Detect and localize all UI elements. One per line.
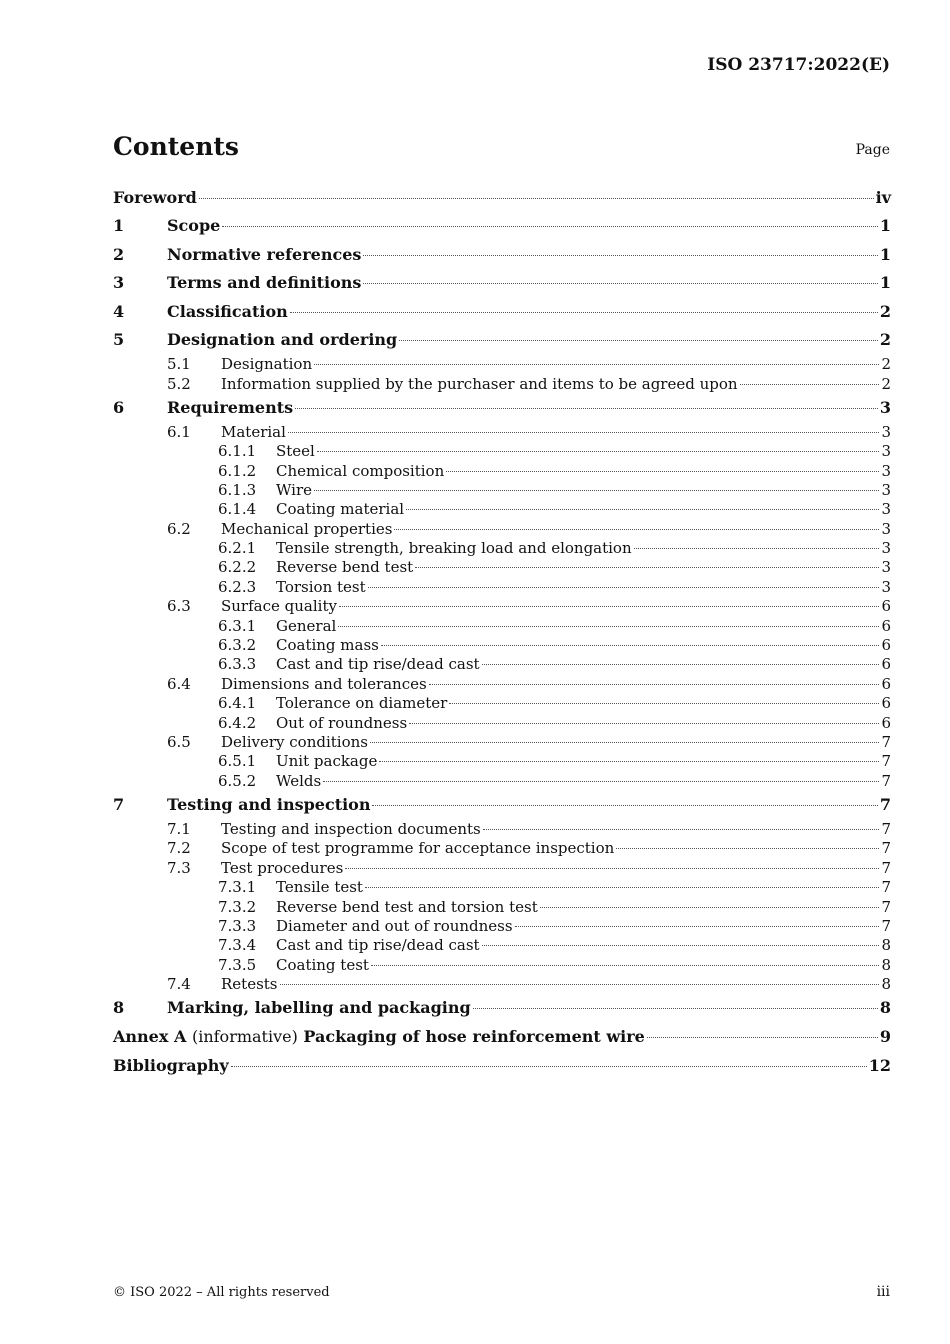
dot-leader <box>290 312 878 313</box>
toc-entry-number: 5.1 <box>167 355 191 374</box>
toc-entry-page: 6 <box>881 694 891 713</box>
dot-leader <box>231 1066 867 1067</box>
toc-entry-label: Information supplied by the purchaser and items to be agreed upon <box>221 374 738 393</box>
toc-entry-number: 6.4 <box>167 674 191 693</box>
toc-entry-number: 6.3.3 <box>218 655 257 674</box>
toc-entry[interactable] <box>113 394 891 423</box>
toc-entry-label: Unit package <box>276 752 378 771</box>
toc-entry[interactable] <box>113 298 891 327</box>
toc-entry[interactable] <box>113 859 891 878</box>
toc-entry-page: 7 <box>881 771 891 790</box>
toc-entry[interactable] <box>113 636 891 655</box>
toc-entry-label: Coating material <box>276 500 405 519</box>
toc-entry[interactable] <box>113 481 891 500</box>
toc-entry-page: 6 <box>881 674 891 693</box>
toc-entry-page: 7 <box>881 878 891 897</box>
toc-entry-page: 1 <box>879 273 891 293</box>
toc-entry-page: 3 <box>881 442 891 461</box>
dot-leader <box>399 340 878 341</box>
toc-entry-page: 6 <box>881 597 891 616</box>
dot-leader <box>482 664 880 665</box>
toc-entry-page: 3 <box>881 461 891 480</box>
toc-entry-label: Scope <box>167 216 221 235</box>
toc-entry[interactable] <box>113 375 891 394</box>
toc-entry-page: 6 <box>881 636 891 655</box>
toc-entry[interactable] <box>113 791 891 820</box>
toc-entry[interactable] <box>113 326 891 355</box>
toc-entry-page: 3 <box>881 577 891 596</box>
toc-entry-number: 5.2 <box>167 374 191 393</box>
dot-leader <box>280 984 880 985</box>
toc-entry[interactable] <box>113 558 891 577</box>
dot-leader <box>365 887 880 888</box>
dot-leader <box>740 384 880 385</box>
toc-entry-number: 6.3.1 <box>218 616 257 635</box>
toc-entry-label: Tolerance on diameter <box>276 694 448 713</box>
toc-entry-label: Test procedures <box>221 858 344 877</box>
annex-label: Annex A <box>113 1027 187 1047</box>
toc-entry-label: General <box>276 616 337 635</box>
toc-entry-number: 6.3.2 <box>218 636 257 655</box>
toc-entry-number: 7.3.2 <box>218 897 257 916</box>
toc-entry-number: 7.4 <box>167 975 191 994</box>
dot-leader <box>540 907 880 908</box>
annex-title: Packaging of hose reinforcement wire <box>303 1027 645 1047</box>
toc-entry[interactable] <box>113 269 891 298</box>
dot-leader <box>314 364 879 365</box>
dot-leader <box>381 645 880 646</box>
toc-entry-number: 6.3 <box>167 597 191 616</box>
dot-leader <box>368 587 880 588</box>
toc-entry[interactable] <box>113 898 891 917</box>
toc-entry[interactable] <box>113 772 891 791</box>
toc-entry[interactable] <box>113 241 891 270</box>
toc-entry-page: 8 <box>881 975 891 994</box>
toc-entry-number: 7.1 <box>167 819 191 838</box>
toc-entry[interactable] <box>113 975 891 994</box>
toc-entry-number: 6.2.1 <box>218 539 257 558</box>
dot-leader <box>371 965 880 966</box>
toc-entry[interactable] <box>113 442 891 461</box>
toc-entry[interactable] <box>113 917 891 936</box>
toc-entry-number: 6.1.4 <box>218 500 257 519</box>
toc-entry-number: 6.4.1 <box>218 694 257 713</box>
dot-leader <box>339 606 880 607</box>
toc-entry-page: 8 <box>881 955 891 974</box>
toc-entry-page: 3 <box>881 422 891 441</box>
toc-entry-number: 3 <box>113 273 125 293</box>
toc-entry-number: 7.2 <box>167 839 191 858</box>
toc-entry-label: Surface quality <box>221 597 337 616</box>
toc-entry-page: 3 <box>881 500 891 519</box>
toc-entry-page: 8 <box>881 936 891 955</box>
toc-entry-label: Designation <box>221 355 313 374</box>
toc-entry[interactable] <box>113 733 891 752</box>
toc-entry[interactable] <box>113 714 891 733</box>
toc-entry[interactable] <box>113 184 891 212</box>
toc-entry-label: Classification <box>167 301 288 321</box>
toc-entry-label: Torsion test <box>276 577 366 596</box>
toc-entry-label: Retests <box>221 975 278 994</box>
toc-entry-label: Requirements <box>167 397 294 417</box>
annex-note: (informative) <box>191 1027 298 1047</box>
toc-entry[interactable] <box>113 617 891 636</box>
dot-leader <box>473 1008 878 1009</box>
toc-entry-number: 6.2 <box>167 519 191 538</box>
toc-entry-label: Cast and tip rise/dead cast <box>276 936 480 955</box>
toc-entry-page: 6 <box>881 655 891 674</box>
dot-leader <box>317 451 880 452</box>
toc-entry-label: Delivery conditions <box>221 733 368 751</box>
toc-entry-label: Terms and definitions <box>167 273 362 293</box>
dot-leader <box>515 926 880 927</box>
toc-entry-page: 2 <box>879 301 891 321</box>
toc-entry-label: Out of roundness <box>276 713 408 732</box>
copyright-notice: © ISO 2022 – All rights reserved <box>113 1285 330 1300</box>
toc-entry-number: 6.5.2 <box>218 771 257 790</box>
toc-entry-number: 1 <box>113 216 125 235</box>
toc-entry-number: 6.1.1 <box>218 442 257 461</box>
toc-entry-page: 7 <box>881 819 891 838</box>
toc-entry-label: Cast and tip rise/dead cast <box>276 655 480 674</box>
dot-leader <box>372 805 877 806</box>
toc-entry-number: 5 <box>113 330 125 350</box>
toc-entry-label: Testing and inspection documents <box>221 819 481 838</box>
toc-entry-label: Marking, labelling and packaging <box>167 998 471 1018</box>
toc-entry-page: 12 <box>868 1055 891 1075</box>
toc-entry-page: 7 <box>881 897 891 916</box>
toc-entry[interactable] <box>113 462 891 481</box>
page-title: Contents <box>113 132 240 161</box>
dot-leader <box>446 471 879 472</box>
toc-entry-label: Designation and ordering <box>167 330 398 350</box>
toc-entry[interactable] <box>113 1052 891 1081</box>
toc-entry-page: 7 <box>881 858 891 877</box>
toc-entry-label: Coating mass <box>276 636 379 655</box>
dot-leader <box>314 490 879 491</box>
dot-leader <box>379 761 879 762</box>
toc-entry-number: 7.3.3 <box>218 916 257 935</box>
toc-entry[interactable] <box>113 597 891 616</box>
toc-entry-page: 7 <box>881 733 891 751</box>
toc-entry-label: Normative references <box>167 244 362 264</box>
toc-entry[interactable] <box>113 675 891 694</box>
toc-entry-page: 3 <box>881 519 891 538</box>
toc-entry[interactable] <box>113 839 891 858</box>
toc-entry[interactable] <box>113 994 891 1023</box>
toc-entry[interactable] <box>113 655 891 674</box>
toc-entry[interactable] <box>113 520 891 539</box>
dot-leader <box>616 848 879 849</box>
dot-leader <box>295 408 878 409</box>
toc-entry-label: Reverse bend test and torsion test <box>276 897 538 916</box>
dot-leader <box>647 1037 878 1038</box>
toc-entry-label: Tensile strength, breaking load and elongation <box>276 539 632 558</box>
toc-entry[interactable] <box>113 936 891 955</box>
toc-entry-number: 7.3.1 <box>218 878 257 897</box>
toc-entry-label: Tensile test <box>276 878 363 897</box>
toc-entry-page: 9 <box>879 1027 891 1047</box>
toc-entry[interactable] <box>113 539 891 558</box>
dot-leader <box>323 781 879 782</box>
toc-entry-label: Material <box>221 422 286 441</box>
toc-entry-number: 2 <box>113 244 125 264</box>
toc-entry[interactable] <box>113 423 891 442</box>
dot-leader <box>482 945 880 946</box>
toc-entry-page: 2 <box>881 355 891 374</box>
toc-entry-page: 2 <box>881 374 891 393</box>
toc-entry-number: 6.4.2 <box>218 713 257 732</box>
toc-entry-label <box>113 1023 645 1052</box>
toc-entry-number: 6.5.1 <box>218 752 257 771</box>
toc-entry-page: 6 <box>881 616 891 635</box>
toc-entry-label: Dimensions and tolerances <box>221 674 427 693</box>
toc-entry-number: 6.1.3 <box>218 480 257 499</box>
toc-entry[interactable] <box>113 820 891 839</box>
toc-entry-page: 7 <box>881 916 891 935</box>
toc-entry-page: 3 <box>881 558 891 577</box>
toc-entry-label: Bibliography <box>113 1055 229 1075</box>
toc-entry-label: Testing and inspection <box>167 795 371 815</box>
toc-entry[interactable] <box>113 694 891 713</box>
toc-entry-number: 7 <box>113 795 125 815</box>
dot-leader <box>634 548 880 549</box>
dot-leader <box>363 255 877 256</box>
toc-entry-number: 8 <box>113 998 125 1018</box>
toc-entry[interactable] <box>113 878 891 897</box>
toc-entry-page: 7 <box>879 795 891 815</box>
toc-entry[interactable] <box>113 578 891 597</box>
dot-leader <box>370 742 879 743</box>
toc-entry[interactable] <box>113 355 891 374</box>
table-of-contents <box>113 184 891 1080</box>
toc-entry-number: 6 <box>113 397 125 417</box>
dot-leader <box>449 703 879 704</box>
toc-entry-number: 7.3 <box>167 858 191 877</box>
toc-entry-page: 2 <box>879 330 891 350</box>
dot-leader <box>345 868 879 869</box>
toc-entry-number: 6.1.2 <box>218 461 257 480</box>
dot-leader <box>406 509 879 510</box>
toc-entry-number: 6.1 <box>167 422 191 441</box>
dot-leader <box>409 723 879 724</box>
toc-entry[interactable] <box>113 752 891 771</box>
dot-leader <box>363 283 877 284</box>
toc-entry-label: Steel <box>276 442 315 461</box>
toc-entry-label: Foreword <box>113 188 197 207</box>
toc-entry-number: 6.2.3 <box>218 577 257 596</box>
dot-leader <box>394 529 879 530</box>
page-number: iii <box>876 1284 890 1300</box>
toc-entry-label: Mechanical properties <box>221 519 393 538</box>
toc-entry-number: 7.3.5 <box>218 955 257 974</box>
dot-leader <box>199 198 874 199</box>
toc-entry-label: Wire <box>276 480 312 499</box>
toc-entry-page: 3 <box>879 397 891 417</box>
toc-entry-page: 1 <box>879 244 891 264</box>
toc-entry[interactable] <box>113 1023 891 1052</box>
toc-entry[interactable] <box>113 212 891 241</box>
toc-entry-page: 6 <box>881 713 891 732</box>
toc-entry-page: 7 <box>881 752 891 771</box>
toc-entry-label: Chemical composition <box>276 461 445 480</box>
toc-entry-number: 7.3.4 <box>218 936 257 955</box>
toc-entry-label: Welds <box>276 771 322 790</box>
toc-entry[interactable] <box>113 956 891 975</box>
toc-entry-label: Scope of test programme for acceptance inspection <box>221 839 615 858</box>
dot-leader <box>415 567 879 568</box>
toc-entry-page: 3 <box>881 480 891 499</box>
dot-leader <box>222 226 878 227</box>
document-id: ISO 23717:2022(E) <box>707 55 890 75</box>
toc-entry-number: 6.2.2 <box>218 558 257 577</box>
dot-leader <box>429 684 880 685</box>
toc-entry-page: 3 <box>881 539 891 558</box>
toc-entry-page: 7 <box>881 839 891 858</box>
dot-leader <box>288 432 880 433</box>
dot-leader <box>483 829 880 830</box>
toc-entry-number: 6.5 <box>167 733 191 751</box>
toc-entry-page: 1 <box>879 216 891 235</box>
toc-entry-page: iv <box>875 188 891 207</box>
toc-entry-label: Coating test <box>276 955 369 974</box>
toc-entry-label: Reverse bend test <box>276 558 414 577</box>
toc-entry-page: 8 <box>879 998 891 1018</box>
toc-entry[interactable] <box>113 500 891 519</box>
dot-leader <box>338 626 879 627</box>
toc-entry-label: Diameter and out of roundness <box>276 916 513 935</box>
toc-entry-number: 4 <box>113 301 125 321</box>
page-column-label: Page <box>855 142 890 158</box>
